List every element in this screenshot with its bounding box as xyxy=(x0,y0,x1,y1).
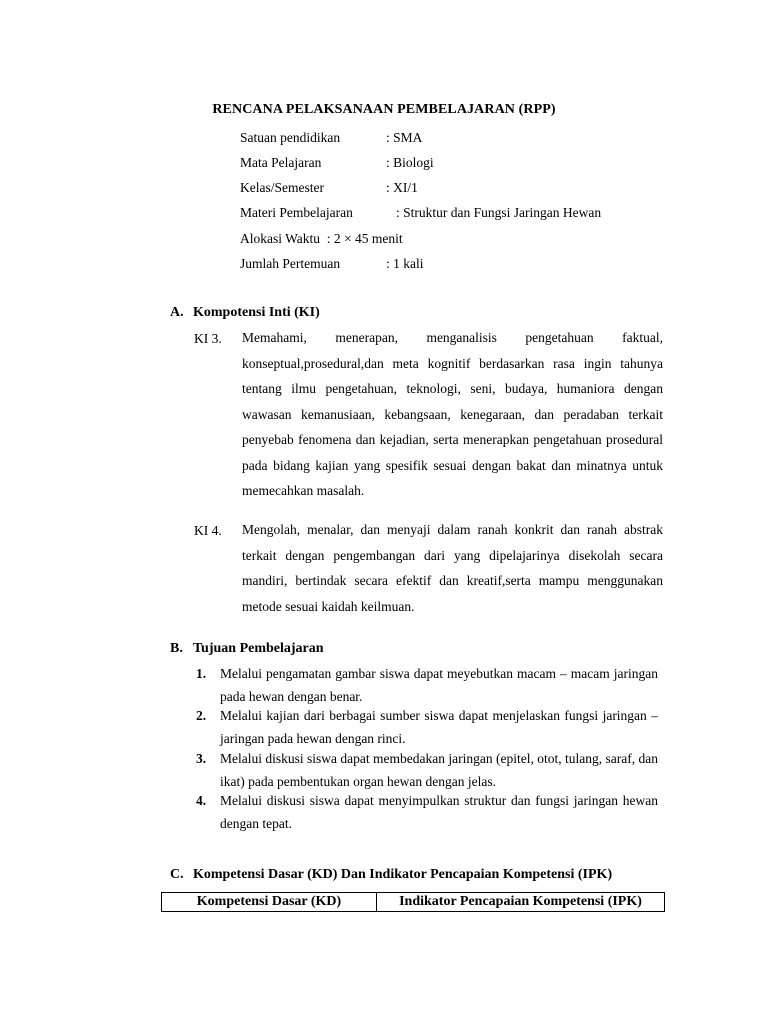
ki3-label: KI 3. xyxy=(194,331,222,346)
meta-label: Satuan pendidikan xyxy=(240,130,341,145)
meta-value: : XI/1 xyxy=(386,180,418,195)
meta-label: Jumlah Pertemuan xyxy=(240,256,341,271)
meta-row-pertemuan xyxy=(240,254,424,274)
meta-value: : SMA xyxy=(386,130,423,145)
meta-value: : Biologi xyxy=(386,155,434,170)
ki4-label: KI 4. xyxy=(194,523,222,538)
ki4-text: Mengolah, menalar, dan menyaji dalam ranah konkrit dan ranah abstrak terkait dengan pengembangan dari yang dipelajarinya disekolah secara mandiri, bertindak secara efektif dan kreatif,serta mampu menggunakan metode sesuai kaidah keilmuan. xyxy=(242,522,663,614)
meta-row-satuan xyxy=(240,128,422,148)
section-b-heading xyxy=(170,639,324,659)
goal-number: 2. xyxy=(196,708,207,723)
meta-row-alokasi: Alokasi Waktu : 2 × 45 menit xyxy=(240,231,403,246)
kd-ipk-table xyxy=(161,892,665,912)
section-title: Kompetensi Dasar (KD) Dan Indikator Pencapaian Kompetensi (IPK) xyxy=(193,867,613,882)
table-header-ipk: Indikator Pencapaian Kompetensi (IPK) xyxy=(399,894,642,909)
section-a-heading xyxy=(170,303,320,323)
meta-row-kelas xyxy=(240,178,418,198)
goal-text: Melalui pengamatan gambar siswa dapat meyebutkan macam – macam jaringan pada hewan dengan benar. xyxy=(220,666,658,704)
meta-label: Kelas/Semester xyxy=(240,180,324,195)
section-letter: B. xyxy=(170,641,183,656)
goal-text: Melalui diskusi siswa dapat membedakan jaringan (epitel, otot, tulang, saraf, dan ikat) pada pembentukan organ hewan dengan jelas. xyxy=(220,751,658,789)
goal-number: 1. xyxy=(196,666,207,681)
meta-row-materi xyxy=(240,203,601,223)
meta-label: Materi Pembelajaran xyxy=(240,205,353,220)
goal-number: 4. xyxy=(196,793,207,808)
meta-label: Mata Pelajaran xyxy=(240,155,322,170)
section-letter: A. xyxy=(170,305,184,320)
meta-value: : Struktur dan Fungsi Jaringan Hewan xyxy=(396,205,602,220)
goal-text: Melalui diskusi siswa dapat menyimpulkan struktur dan fungsi jaringan hewan dengan tepat. xyxy=(220,793,658,831)
page-title: RENCANA PELAKSANAAN PEMBELAJARAN (RPP) xyxy=(212,102,556,117)
goal-number: 3. xyxy=(196,751,207,766)
section-title: Tujuan Pembelajaran xyxy=(193,641,324,656)
ki3-text: Memahami, menerapan, menganalisis pengetahuan faktual, konseptual,prosedural,dan meta kognitif berdasarkan rasa ingin tahunya tentang ilmu pengetahuan, teknologi, seni, budaya, humaniora dengan wawasan kemanusiaan, kebangsaan, kenegaraan, dan peradaban terkait penyebab fenomena dan kejadian, serta menerapkan pengetahuan prosedural pada bidang kajian yang spesifik sesuai dengan bakat dan minatnya untuk memecahkan masalah. xyxy=(242,330,663,498)
section-letter: C. xyxy=(170,867,184,882)
section-c-heading xyxy=(170,865,612,885)
goal-text: Melalui kajian dari berbagai sumber siswa dapat menjelaskan fungsi jaringan – jaringan pada hewan dengan rinci. xyxy=(220,708,658,746)
table-header-kd: Kompetensi Dasar (KD) xyxy=(162,893,377,911)
section-title: Kompotensi Inti (KI) xyxy=(193,305,320,320)
meta-value: : 1 kali xyxy=(386,256,424,271)
meta-row-mapel xyxy=(240,153,434,173)
